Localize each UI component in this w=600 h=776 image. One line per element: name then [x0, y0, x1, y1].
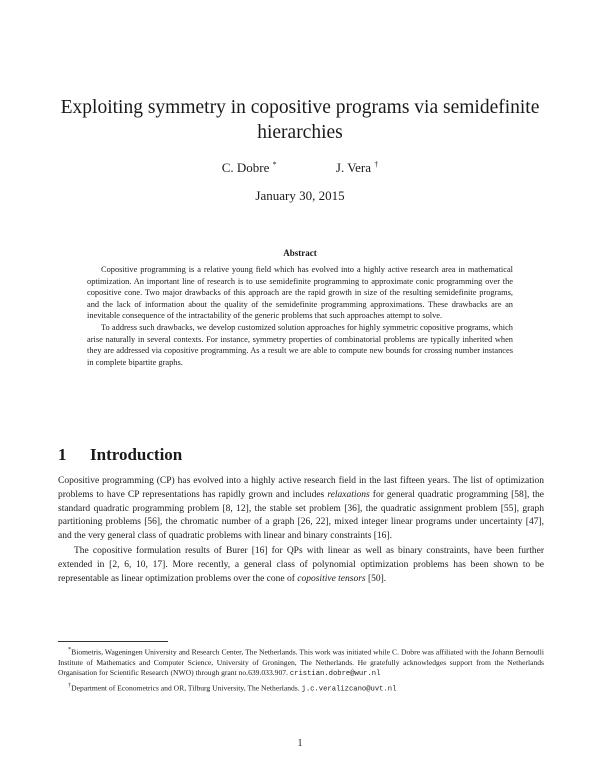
footnote-2-mark: †	[68, 681, 72, 689]
author-1-mark: *	[272, 160, 277, 169]
footnote-2-email[interactable]: j.c.veralizcano@uvt.nl	[301, 685, 397, 694]
footnote-2	[58, 681, 544, 695]
footnotes	[58, 645, 544, 696]
intro-p2-text-a: The copositive formulation results of Burer [16] for QPs with linear as well as binary constraints, have been further extended in [2, 6, 10, 17]. More recently, a general class of polynomial optimization problems has been shown to be representable as linear optimization problems over the cone of	[58, 545, 544, 584]
footnote-rule	[58, 641, 168, 642]
footnote-1-text: Biometris, Wageningen University and Research Center, The Netherlands. This work was initiated while C. Dobre was affiliated with the Johann Bernoulli Institute of Mathematics and Computer Science, University of Groningen, The Netherlands. He gratefully acknowledges support from the Netherlands Organisation for Scientific Research (NWO) through grant no.639.033.907.	[58, 647, 544, 678]
author-1-name: C. Dobre	[221, 160, 270, 175]
author-2-mark: †	[374, 160, 379, 169]
abstract-paragraph-2: To address such drawbacks, we develop customized solution approaches for highly symmetric copositive programs, which arise naturally in several contexts. For instance, symmetry properties of combinatorial problems are typically inherited when they are addressed via copositive programming. As a result we are able to compute new bounds for crossing number instances in complete bipartite graphs.	[87, 322, 513, 367]
author-2-name: J. Vera	[335, 160, 372, 175]
footnote-1	[58, 645, 544, 680]
intro-p1-text-a: Copositive programming (CP) has evolved into a highly active research field in the last fifteen years. The list of optimization problems to have CP representations has rapidly grown and includes	[58, 476, 544, 500]
abstract-heading: Abstract	[283, 248, 317, 258]
section-title: Introduction	[90, 445, 183, 464]
author-1	[222, 160, 277, 176]
intro-paragraph-1	[58, 475, 544, 544]
footnote-1-mark: *	[68, 646, 72, 653]
paper-date: January 30, 2015	[255, 188, 345, 203]
intro-p1-text-b: for general quadratic programming [58], the standard quadratic programming problem [8, 12], the stable set problem [36], the quadratic assignment problem [55], graph partitioning problems [56], the chromatic number of a graph [26, 22], mixed integer linear programs under uncertainty [47], and the very general class of quadratic problems with linear and binary constraints [16].	[58, 489, 544, 542]
section-heading	[58, 445, 182, 465]
abstract-paragraph-1: Copositive programming is a relative young field which has evolved into a highly active research area in mathematical optimization. An important line of research is to use semidefinite programming to approximate conic programming over the copositive cone. Two major drawbacks of this approach are the rapid growth in size of the resulting semidefinite programs, and the lack of information about the quality of the semidefinite programming approximations. These drawbacks are an inevitable consequence of the intractability of the generic problems that such approaches attempt to solve.	[87, 265, 513, 321]
intro-p2-text-b: [50].	[365, 573, 387, 584]
intro-paragraph-2	[58, 545, 544, 586]
page-number: 1	[297, 738, 303, 749]
paper-title: Exploiting symmetry in copositive programs via semidefinite hierarchies	[60, 97, 540, 143]
author-2	[336, 160, 378, 176]
section-number: 1	[58, 445, 67, 464]
intro-p2-emphasis: copositive tensors	[297, 573, 366, 584]
footnote-1-email[interactable]: cristian.dobre@wur.nl	[289, 670, 381, 679]
author-list	[0, 160, 600, 176]
introduction-body	[58, 475, 544, 586]
intro-p1-emphasis: relaxations	[327, 489, 370, 500]
footnote-2-text: Department of Econometrics and OR, Tilburg University, The Netherlands.	[71, 683, 302, 693]
abstract	[87, 264, 513, 368]
